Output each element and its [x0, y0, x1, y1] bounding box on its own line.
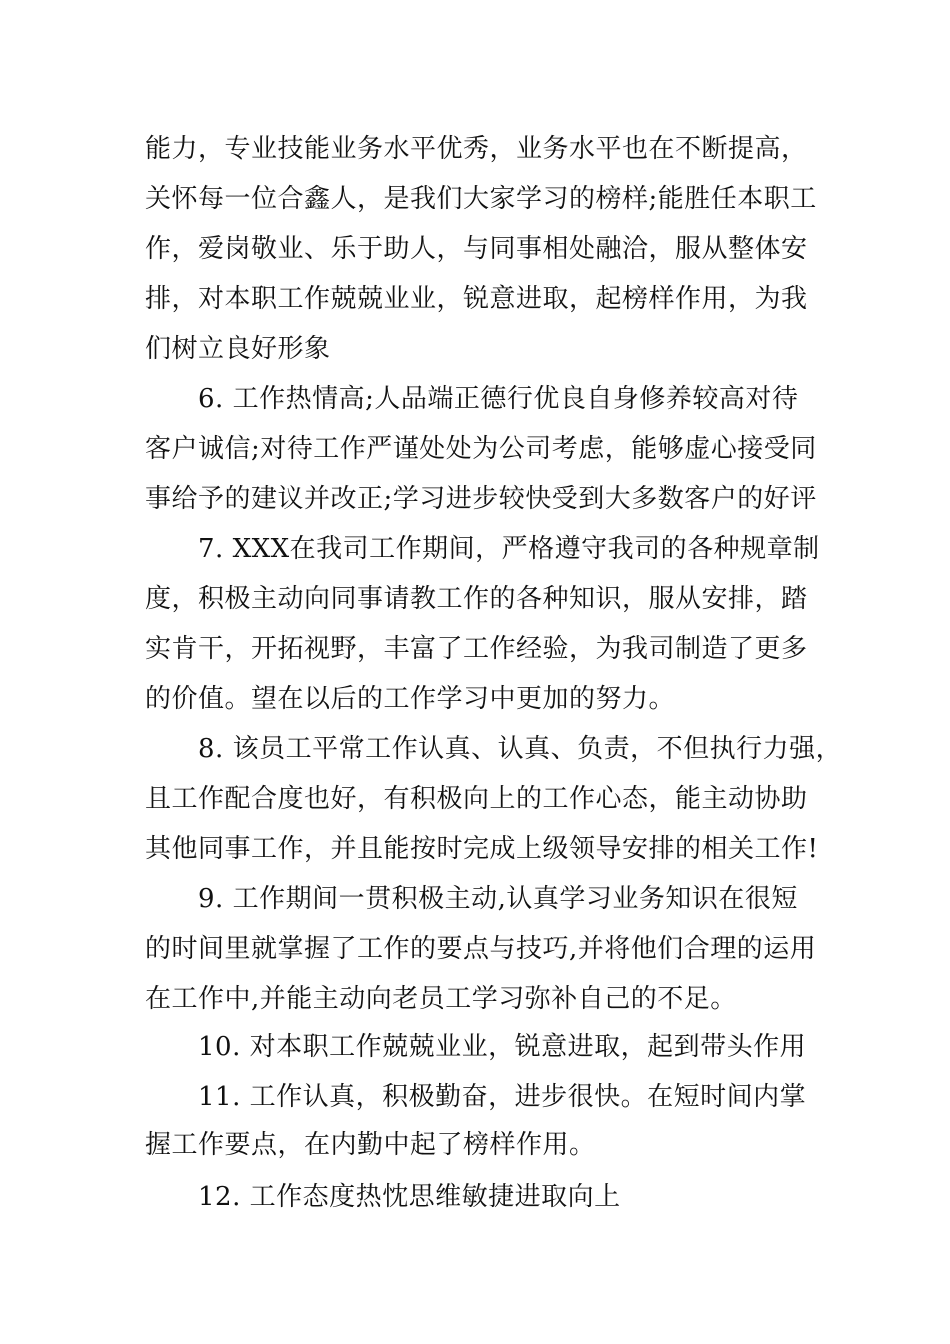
text-line: 作，爱岗敬业、乐于助人，与同事相处融洽，服从整体安: [145, 234, 808, 264]
list-item-12: 12. 工作态度热忱思维敏捷进取向上: [198, 1182, 621, 1212]
list-item-9: 9. 工作期间一贯积极主动,认真学习业务知识在很短: [198, 884, 798, 914]
text-line: 其他同事工作，并且能按时完成上级领导安排的相关工作!: [145, 834, 819, 864]
text-line: 度，积极主动向同事请教工作的各种知识，服从安排，踏: [145, 584, 808, 614]
text-line: 且工作配合度也好，有积极向上的工作心态，能主动协助: [145, 784, 808, 814]
list-item-6: 6. 工作热情高;人品端正德行优良自身修养较高对待: [198, 384, 799, 414]
text-line: 能力，专业技能业务水平优秀，业务水平也在不断提高，: [145, 134, 808, 164]
text-line: 实肯干，开拓视野，丰富了工作经验，为我司制造了更多: [145, 634, 808, 664]
text-line: 客户诚信;对待工作严谨处处为公司考虑，能够虚心接受同: [145, 434, 817, 464]
text-line: 的时间里就掌握了工作的要点与技巧,并将他们合理的运用: [145, 934, 817, 964]
list-item-10: 10. 对本职工作兢兢业业，锐意进取，起到带头作用: [198, 1032, 807, 1062]
text-line: 排，对本职工作兢兢业业，锐意进取，起榜样作用，为我: [145, 284, 808, 314]
list-item-8: 8. 该员工平常工作认真、认真、负责，不但执行力强，: [198, 734, 843, 764]
list-item-11: 11. 工作认真，积极勤奋，进步很快。在短时间内掌: [198, 1082, 807, 1112]
text-line: 关怀每一位合鑫人，是我们大家学习的榜样;能胜任本职工: [145, 184, 817, 214]
text-line: 们树立良好形象: [145, 334, 331, 364]
text-line: 在工作中,并能主动向老员工学习弥补自己的不足。: [145, 984, 737, 1014]
text-line: 的价值。望在以后的工作学习中更加的努力。: [145, 684, 676, 714]
text-line: 事给予的建议并改正;学习进步较快受到大多数客户的好评: [145, 484, 817, 514]
text-line: 握工作要点，在内勤中起了榜样作用。: [145, 1130, 596, 1160]
list-item-7: 7. XXX在我司工作期间，严格遵守我司的各种规章制: [198, 534, 820, 564]
